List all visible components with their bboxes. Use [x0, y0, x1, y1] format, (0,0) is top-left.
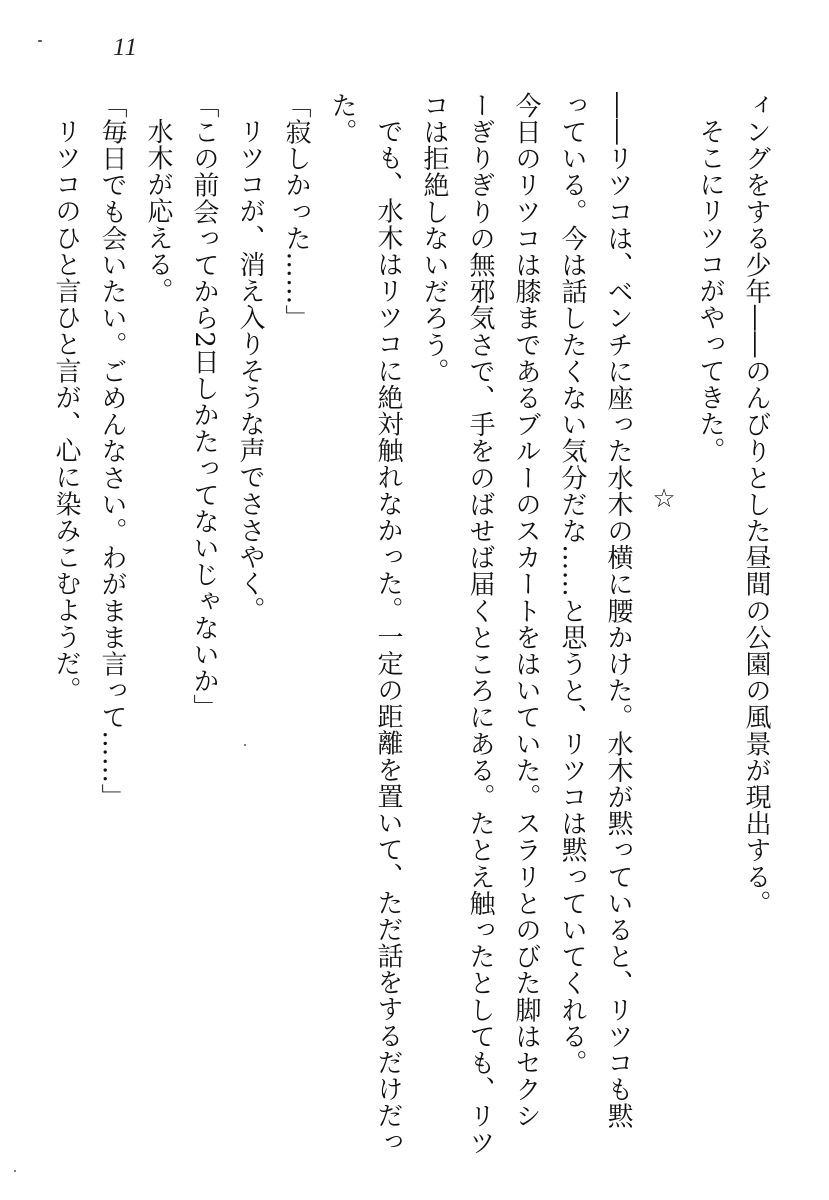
text-line: た。 — [327, 92, 357, 146]
scan-speck — [14, 1170, 16, 1172]
page-number: 11 — [113, 34, 139, 61]
text-line: そこにリツコがやってきた。 — [695, 118, 725, 464]
dialogue-line: 「寂しかった……」 — [281, 92, 311, 332]
text-line: コは拒絶しないだろう。 — [419, 92, 449, 385]
text-line: リツコが、消え入りそうな声でささやく。 — [235, 118, 265, 624]
text-line: でも、水木はリツコに絶対触れなかった。一定の距離を置いて、ただ話をするだけだっ — [373, 118, 403, 1156]
text-line: 今日のリツコは膝まであるブルーのスカートをはいていた。スラリとのびた脚はセクシ — [511, 92, 541, 1130]
dialogue-line: 「この前会ってから2日しかたってないじゃないか」 — [189, 92, 219, 721]
scan-speck — [38, 40, 42, 42]
text-line: ィングをする少年――のんびりとした昼間の公園の風景が現出する。 — [741, 92, 771, 917]
text-line: っている。今は話したくない気分だな……と思うと、リツコは黙っていてくれる。 — [557, 92, 587, 1077]
text-line: ーぎりぎりの無邪気さで、手をのばせば届くところにある。たとえ触ったとしても、リツ — [465, 92, 495, 1156]
vertical-text-body — [43, 92, 779, 1172]
text-line: リツコのひと言ひと言が、心に染みこむようだ。 — [51, 118, 81, 704]
dialogue-line: 「毎日でも会いたい。ごめんなさい。わがまま言って……」 — [97, 92, 127, 811]
section-break-star: ☆ — [649, 484, 679, 515]
text-line: ――リツコは、ベンチに座った水木の横に腰かけた。水木が黙っていると、リツコも黙 — [603, 92, 633, 1130]
text-line: 水木が応える。 — [143, 118, 173, 305]
